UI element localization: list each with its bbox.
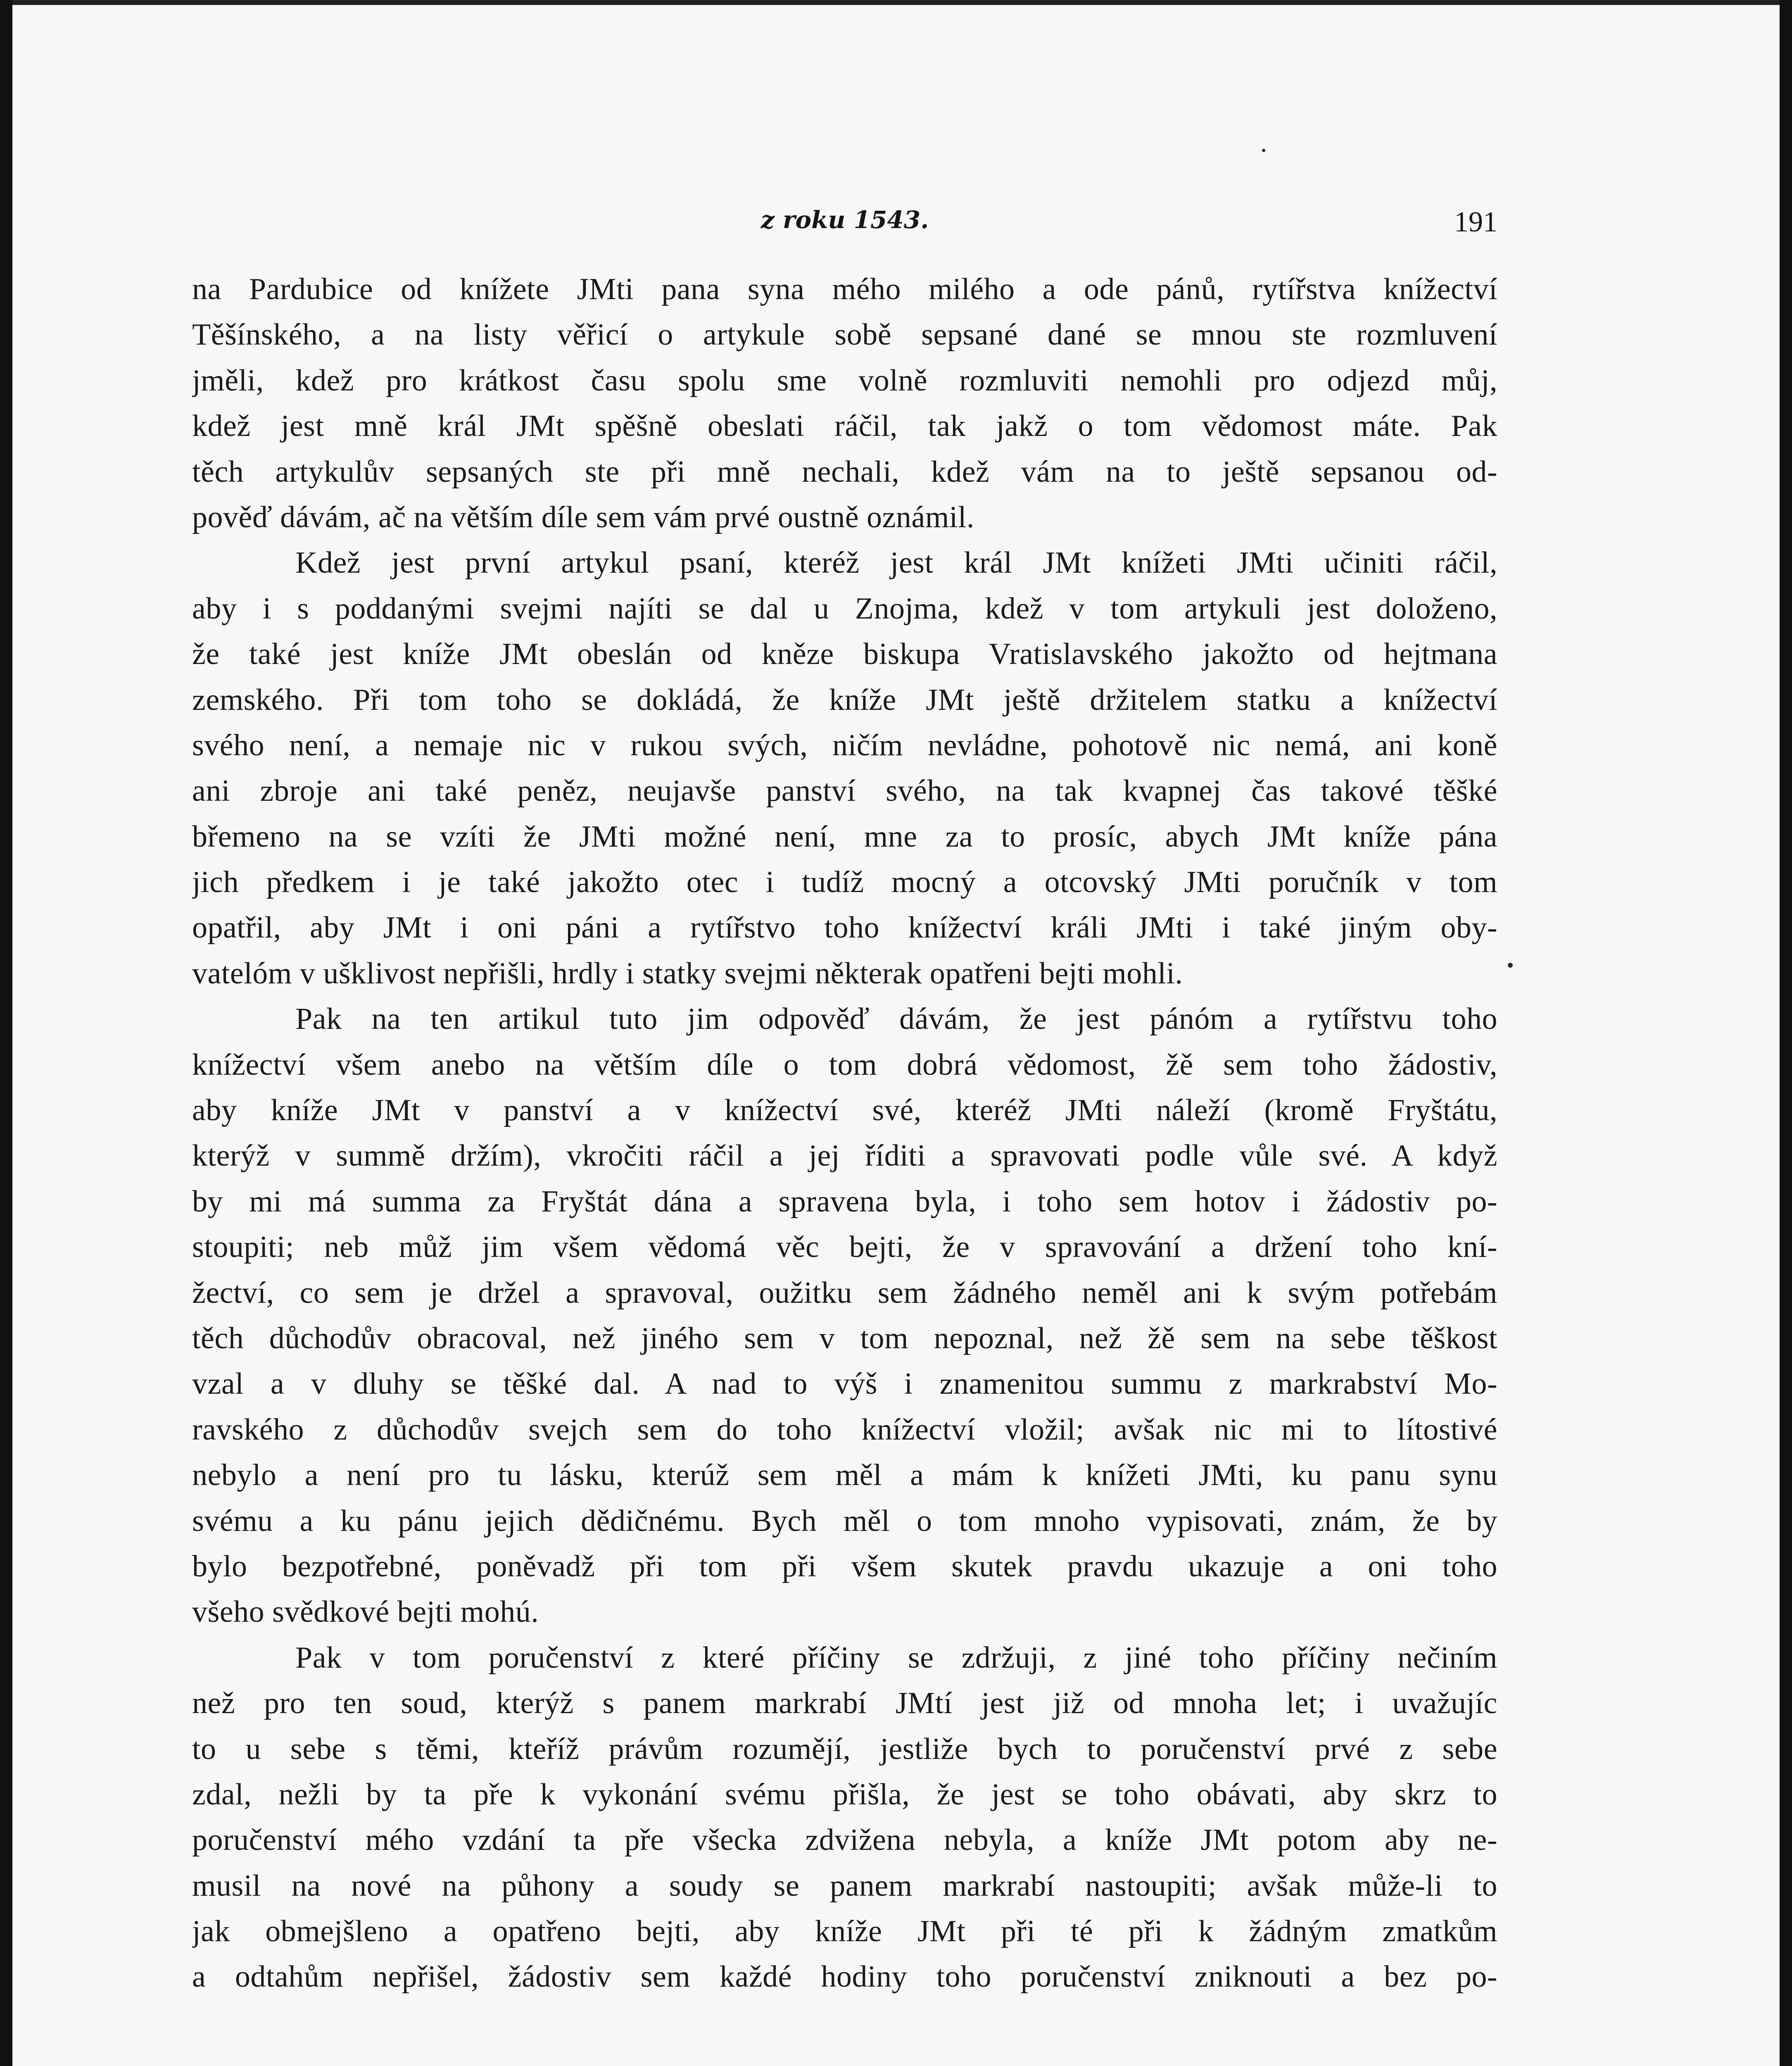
text-line: Kdež jest první artykul psaní, kteréž jest král JMt knížeti JMti učiniti ráčil, bbox=[295, 546, 1497, 580]
text-line: svému a ku pánu jejich dědičnému. Bych měl o tom mnoho vypisovati, znám, že by bbox=[192, 1504, 1497, 1538]
scan-top-border bbox=[0, 0, 1792, 5]
text-line: jměli, kdež pro krátkost času spolu sme volně rozmluviti nemohli pro odjezd můj, bbox=[192, 363, 1497, 397]
text-line: těch důchodův obracoval, než jiného sem v tom nepoznal, než žě sem na sebe těškost bbox=[192, 1321, 1497, 1355]
text-line: bylo bezpotřebné, poněvadž při tom při všem skutek pravdu ukazuje a oni toho bbox=[192, 1549, 1497, 1583]
text-line: opatřil, aby JMt i oni páni a rytířstvo toho knížectví králi JMti i také jiným oby- bbox=[192, 911, 1497, 945]
body-text bbox=[192, 267, 1497, 2000]
text-line: všeho svědkové bejti mohú. bbox=[192, 1595, 539, 1629]
ink-speck bbox=[1508, 963, 1513, 968]
text-line: než pro ten soud, kterýž s panem markrabí JMtí jest již od mnoha let; i uvažujíc bbox=[192, 1686, 1497, 1721]
text-line: zemského. Při tom toho se dokládá, že kníže JMt ještě držitelem statku a knížectví bbox=[192, 683, 1497, 717]
text-line: stoupiti; neb můž jim všem vědomá věc bejti, že v spravování a držení toho kní- bbox=[192, 1230, 1497, 1264]
text-line: a odtahům nepřišel, žádostiv sem každé hodiny toho poručenství zniknouti a bez po- bbox=[192, 1960, 1497, 1994]
text-line: by mi má summa za Fryštát dána a spravena byla, i toho sem hotov i žádostiv po- bbox=[192, 1184, 1497, 1219]
paragraph-1 bbox=[192, 267, 1497, 540]
text-line: těch artykulův sepsaných ste při mně nechali, kdež vám na to ještě sepsanou od- bbox=[192, 455, 1497, 489]
text-line: pověď dávám, ač na větším díle sem vám prvé oustně oznámil. bbox=[192, 500, 974, 534]
text-line: nebylo a není pro tu lásku, kterúž sem měl a mám k knížeti JMti, ku panu synu bbox=[192, 1458, 1497, 1492]
text-line: jak obmejšleno a opatřeno bejti, aby kníže JMt při té při k žádným zmatkům bbox=[192, 1914, 1497, 1949]
scan-right-border bbox=[1780, 0, 1792, 2066]
text-line: žectví, co sem je držel a spravoval, oužitku sem žádného neměl ani k svým potřebám bbox=[192, 1276, 1497, 1310]
text-line: musil na nové na půhony a soudy se panem markrabí nastoupiti; avšak může-li to bbox=[192, 1868, 1497, 1903]
text-line: aby i s poddanými svejmi najíti se dal u Znojma, kdež v tom artykuli jest doloženo, bbox=[192, 591, 1497, 626]
text-line: aby kníže JMt v panství a v knížectví své, kteréž JMti náleží (kromě Fryštátu, bbox=[192, 1093, 1497, 1128]
text-line: knížectví všem anebo na větším díle o tom dobrá vědomost, žě sem toho žádostiv, bbox=[192, 1047, 1497, 1082]
text-line: poručenství mého vzdání ta pře všecka zdvižena nebyla, a kníže JMt potom aby ne- bbox=[192, 1823, 1497, 1857]
text-line: svého není, a nemaje nic v rukou svých, ničím nevládne, pohotově nic nemá, ani koně bbox=[192, 728, 1497, 762]
text-line: že také jest kníže JMt obeslán od kněze biskupa Vratislavského jakožto od hejtmana bbox=[192, 637, 1497, 671]
page-header bbox=[192, 198, 1497, 252]
text-line: Pak v tom poručenství z které příčiny se zdržuji, z jiné toho příčiny nečiním bbox=[295, 1640, 1497, 1675]
paragraph-3 bbox=[192, 996, 1497, 1635]
text-line: to u sebe s těmi, kteříž právům rozumějí, jestliže bych to poručenství prvé z sebe bbox=[192, 1732, 1497, 1766]
text-line: na Pardubice od knížete JMti pana syna mého milého a ode pánů, rytířstva knížectví bbox=[192, 272, 1497, 306]
text-line: Těšínského, a na listy věřicí o artykule sobě sepsané dané se mnou ste rozmluvení bbox=[192, 318, 1497, 352]
running-head: z roku 1543. bbox=[761, 206, 929, 234]
paragraph-2 bbox=[192, 540, 1497, 996]
text-line: kdež jest mně král JMt spěšně obeslati ráčil, tak jakž o tom vědomost máte. Pak bbox=[192, 409, 1497, 443]
text-line: vzal a v dluhy se těšké dal. A nad to výš i znamenitou summu z markrabství Mo- bbox=[192, 1367, 1497, 1401]
text-line: Pak na ten artikul tuto jim odpověď dávám, že jest pánóm a rytířstvu toho bbox=[295, 1002, 1497, 1036]
text-line: vatelóm v ušklivost nepřišli, hrdly i statky svejmi některak opatřeni bejti mohli. bbox=[192, 956, 1183, 990]
text-line: břemeno na se vzíti že JMti možné není, mne za to prosíc, abych JMt kníže pána bbox=[192, 819, 1497, 854]
text-line: kterýž v summě držím), vkročiti ráčil a jej říditi a spravovati podle vůle své. A když bbox=[192, 1139, 1497, 1173]
text-line: jich předkem i je také jakožto otec i tudíž mocný a otcovský JMti poručník v tom bbox=[192, 865, 1497, 900]
text-line: ravského z důchodův svejch sem do toho knížectví vložil; avšak nic mi to lítostivé bbox=[192, 1412, 1497, 1447]
ink-speck bbox=[1262, 149, 1265, 152]
text-line: zdal, nežli by ta pře k vykonání svému přišla, že jest se toho obávati, aby skrz to bbox=[192, 1777, 1497, 1811]
page-number: 191 bbox=[1454, 206, 1497, 238]
text-line: ani zbroje ani také peněz, neujavše panství svého, na tak kvapnej čas takové těšké bbox=[192, 774, 1497, 808]
paragraph-4 bbox=[192, 1635, 1497, 2000]
scan-left-border bbox=[0, 0, 12, 2066]
